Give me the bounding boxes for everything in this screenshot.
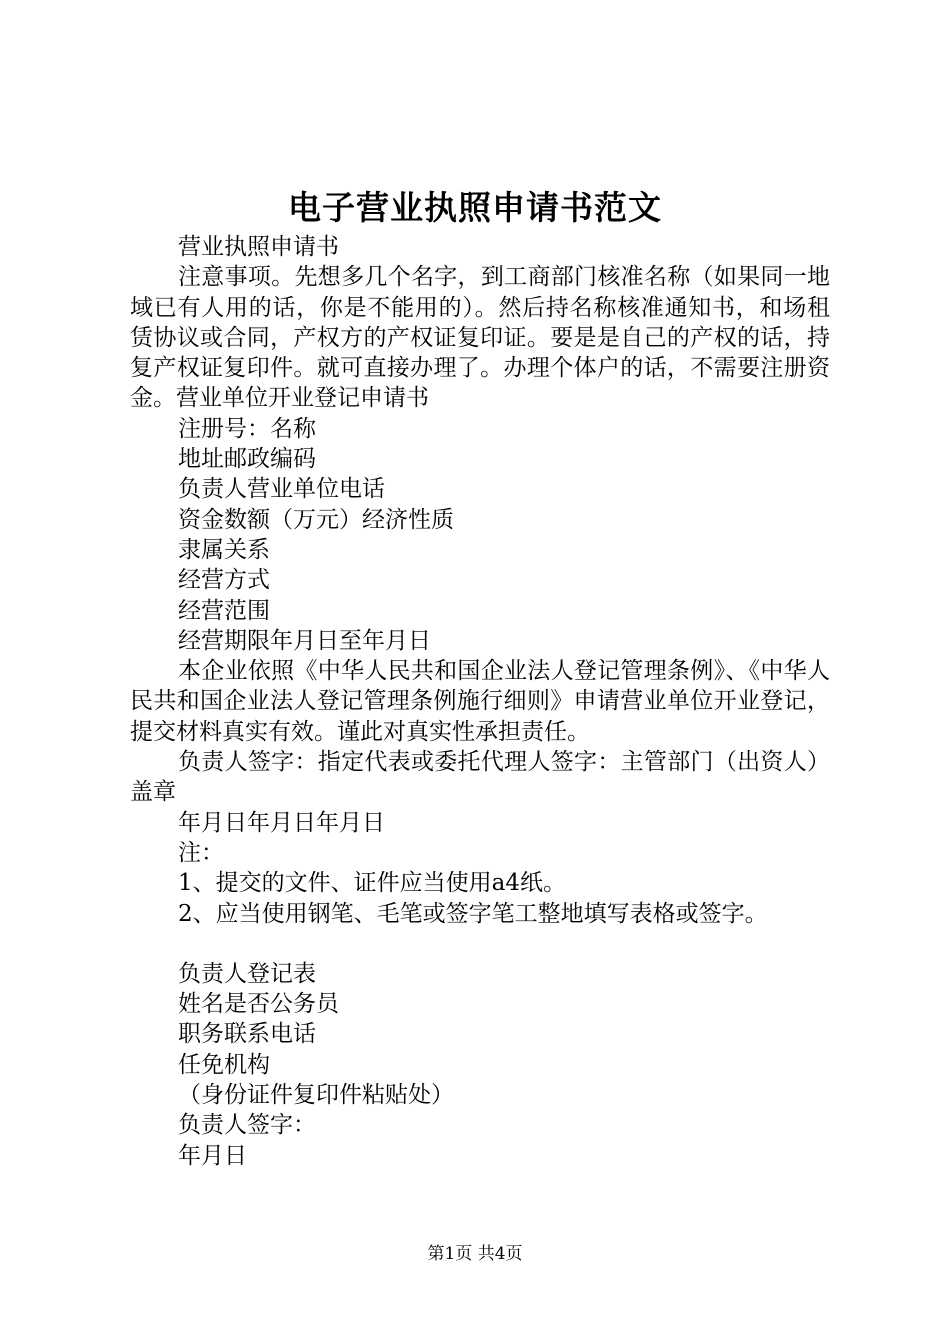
field-line-capital: 资金数额（万元）经济性质 [178, 506, 454, 533]
paragraph-notice: 注意事项。先想多几个名字，到工商部门核准名称（如果同一地域已有人用的话，你是不能用的）。然后持名称核准通知书，和场租赁协议或合同，产权方的产权证复印证。要是是自己的产权的话，持复产权证复印件。就可直接办理了。办理个体户的话，不需要注册资金。营业单位开业登记申请书 [130, 264, 830, 412]
field-line-id-copy: （身份证件复印件粘贴处） [178, 1082, 454, 1109]
section-heading-manager-form: 负责人登记表 [178, 960, 316, 987]
paragraph-note-1: 1、提交的文件、证件应当使用a4纸。 [178, 870, 566, 897]
field-line-manager: 负责人营业单位电话 [178, 476, 385, 503]
field-line-date: 年月日 [178, 1142, 247, 1169]
paragraph-note-2: 2、应当使用钢笔、毛笔或签字笔工整地填写表格或签字。 [178, 900, 768, 927]
paragraph-declaration: 本企业依照《中华人民共和国企业法人登记管理条例》、《中华人民共和国企业法人登记管理条例施行细则》申请营业单位开业登记，提交材料真实有效。谨此对真实性承担责任。 [130, 658, 830, 745]
field-line-position: 职务联系电话 [178, 1021, 316, 1048]
document-title: 电子营业执照申请书范文 [288, 188, 662, 227]
document-body [130, 232, 830, 1171]
page-number: 第1页 共4页 [427, 1244, 523, 1264]
field-line-term: 经营期限年月日至年月日 [178, 627, 431, 654]
field-line-affiliation: 隶属关系 [178, 536, 270, 563]
paragraph-gap [130, 929, 830, 959]
field-line-appointing-body: 任免机构 [178, 1051, 270, 1078]
field-line-name: 姓名是否公务员 [178, 991, 339, 1018]
field-line-manager-signature: 负责人签字： [178, 1112, 316, 1139]
field-line-business-scope: 经营范围 [178, 597, 270, 624]
field-line-address: 地址邮政编码 [178, 446, 316, 473]
field-line-registration: 注册号：名称 [178, 415, 316, 442]
field-line-operation-mode: 经营方式 [178, 567, 270, 594]
paragraph-note-label: 注： [178, 839, 224, 866]
paragraph-signatures: 负责人签字：指定代表或委托代理人签字：主管部门（出资人）盖章 [130, 749, 830, 806]
paragraph-dates: 年月日年月日年月日 [178, 809, 385, 836]
paragraph-heading: 营业执照申请书 [178, 234, 339, 260]
